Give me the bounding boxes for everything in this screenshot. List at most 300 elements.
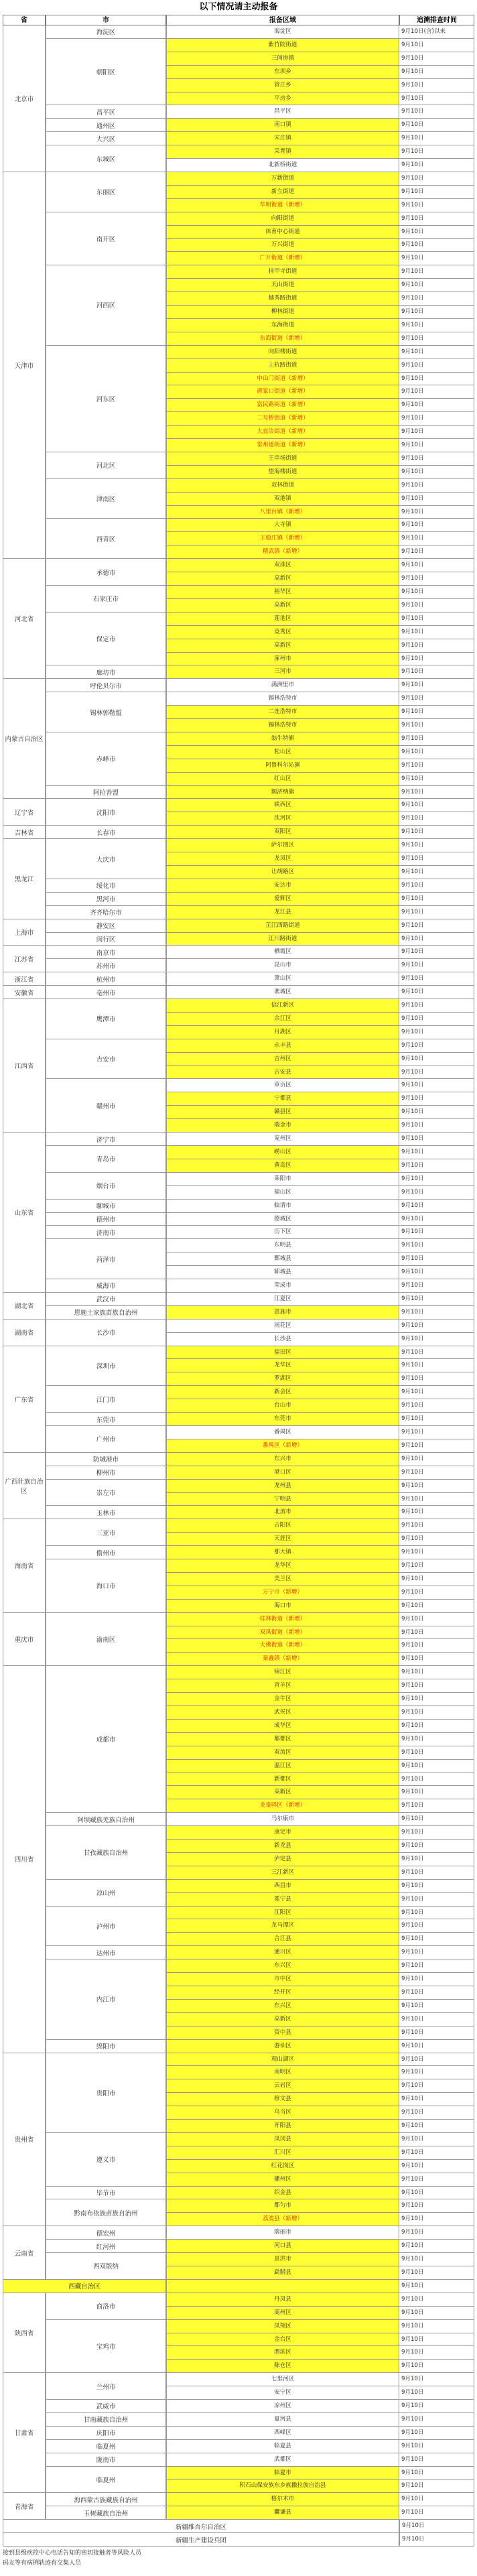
time-cell: 9月10日 xyxy=(399,986,474,999)
area-cell: 双林街道 xyxy=(166,479,399,493)
area-cell: 二连浩特市 xyxy=(166,706,399,719)
time-cell: 9月10日 xyxy=(399,493,474,506)
time-cell: 9月10日 xyxy=(399,2106,474,2120)
city-cell: 泸州市 xyxy=(46,1907,166,1947)
area-cell: 平房乡 xyxy=(166,92,399,106)
area-cell: 临夏市 xyxy=(166,2467,399,2480)
time-cell: 9月10日 xyxy=(399,399,474,412)
time-cell: 9月10日 xyxy=(399,145,474,159)
area-cell: 东坝乡 xyxy=(166,66,399,79)
tail-region-cell: 新疆生产建设兵团 xyxy=(3,2533,399,2547)
province-cell: 黑龙江 xyxy=(3,839,46,919)
time-cell: 9月10日 xyxy=(399,2199,474,2213)
header-area: 报备区域 xyxy=(166,15,399,25)
time-cell: 9月10日 xyxy=(399,1866,474,1880)
city-cell: 儋州市 xyxy=(46,1546,166,1559)
time-cell: 9月10日 xyxy=(399,2427,474,2440)
area-cell: 大直沽街道（新增） xyxy=(166,426,399,439)
area-cell: 观山湖区 xyxy=(166,2053,399,2067)
time-cell: 9月10日 xyxy=(399,1933,474,1946)
area-cell: 吉州区 xyxy=(166,1053,399,1066)
city-cell: 菏泽市 xyxy=(46,1239,166,1279)
time-cell: 9月10日 xyxy=(399,1239,474,1252)
area-cell: 龙华区 xyxy=(166,1359,399,1372)
time-cell: 9月10日 xyxy=(399,279,474,292)
time-cell: 9月10日 xyxy=(399,2120,474,2133)
time-cell: 9月10日 xyxy=(399,639,474,653)
time-cell: 9月10日 xyxy=(399,2266,474,2280)
time-cell: 9月10日 xyxy=(399,1813,474,1826)
area-cell: 马尔康市 xyxy=(166,1813,399,1826)
area-cell: 凉州区 xyxy=(166,2400,399,2413)
time-cell: 9月10日 xyxy=(399,52,474,66)
time-cell: 9月10日 xyxy=(399,545,474,559)
area-cell: 格尔木市 xyxy=(166,2493,399,2506)
time-cell: 9月10日 xyxy=(399,906,474,919)
area-cell: 阿鲁科尔沁旗 xyxy=(166,759,399,773)
time-cell: 9月10日 xyxy=(399,692,474,706)
area-cell: 武都区 xyxy=(166,2453,399,2467)
time-cell: 9月10日 xyxy=(399,1986,474,2000)
area-cell: 市中区 xyxy=(166,1973,399,1986)
time-cell: 9月10日 xyxy=(399,2213,474,2226)
time-cell: 9月10日 xyxy=(399,1306,474,1319)
time-cell: 9月10日 xyxy=(399,359,474,373)
time-cell: 9月10日 xyxy=(399,172,474,186)
time-cell: 9月10日 xyxy=(399,799,474,812)
time-cell: 9月10日 xyxy=(399,852,474,866)
time-cell: 9月10日 xyxy=(399,1480,474,1493)
time-cell: 9月10日 xyxy=(399,2293,474,2307)
area-cell: 海淀区 xyxy=(166,25,399,39)
area-cell: 资中县 xyxy=(166,2026,399,2040)
city-cell: 聊城市 xyxy=(46,1200,166,1213)
city-cell: 柳州市 xyxy=(46,1466,166,1480)
province-cell: 湖北省 xyxy=(3,1293,46,1319)
area-cell: 紫竹院街道 xyxy=(166,39,399,52)
area-cell: 郓城县 xyxy=(166,1266,399,1279)
area-cell: 江夏区 xyxy=(166,1293,399,1306)
city-cell: 鹰潭市 xyxy=(46,999,166,1039)
area-cell: 八里台镇（新增） xyxy=(166,506,399,519)
area-cell: 东兴区 xyxy=(166,1959,399,1973)
time-cell: 9月10日 xyxy=(399,1039,474,1053)
time-cell: 9月10日 xyxy=(399,1213,474,1226)
time-cell: 9月10日 xyxy=(399,2506,474,2520)
city-cell: 达州市 xyxy=(46,1946,166,1959)
area-cell: 高新区 xyxy=(166,572,399,586)
area-cell: 天山街道 xyxy=(166,279,399,292)
area-cell: 康定市 xyxy=(166,1826,399,1840)
city-cell: 恩施土家族苗族自治州 xyxy=(46,1306,166,1319)
time-cell: 9月10日 xyxy=(399,999,474,1013)
area-cell: 挂甲寺街道 xyxy=(166,265,399,279)
city-cell: 闵行区 xyxy=(46,933,166,946)
time-cell: 9月10日 xyxy=(399,439,474,452)
city-cell: 赤峰市 xyxy=(46,732,166,786)
area-cell: 唐家口街道（新增） xyxy=(166,385,399,399)
area-cell: 夏河县 xyxy=(166,2413,399,2427)
area-cell: 德城区 xyxy=(166,1213,399,1226)
area-cell: 三间房镇 xyxy=(166,52,399,66)
area-cell: 历下区 xyxy=(166,1226,399,1239)
area-cell: 龙泉驿区（新增） xyxy=(166,1799,399,1813)
area-cell: 昌平区 xyxy=(166,105,399,119)
time-cell: 9月10日 xyxy=(399,2520,474,2533)
area-cell: 大佛街道（新增） xyxy=(166,1639,399,1653)
area-cell: 织金县 xyxy=(166,2187,399,2200)
time-cell: 9月10日 xyxy=(399,2453,474,2467)
time-cell: 9月10日 xyxy=(399,759,474,773)
city-cell: 津南区 xyxy=(46,479,166,519)
area-cell: 章贡区 xyxy=(166,1079,399,1092)
city-cell: 甘孜藏族自治州 xyxy=(46,1826,166,1880)
area-cell: 双滦区 xyxy=(166,559,399,572)
time-cell: 9月10日 xyxy=(399,239,474,252)
area-cell: 崂山区 xyxy=(166,1146,399,1159)
area-cell: 双阳区 xyxy=(166,826,399,839)
area-cell: 华明街道（新增） xyxy=(166,199,399,212)
time-cell: 9月10日 xyxy=(399,479,474,493)
area-cell: 成华区 xyxy=(166,1720,399,1733)
time-cell: 9月10日 xyxy=(399,1666,474,1679)
time-cell: 9月10日 xyxy=(399,1760,474,1773)
province-cell: 辽宁省 xyxy=(3,799,46,826)
time-cell: 9月10日 xyxy=(399,2307,474,2320)
time-cell: 9月10日 xyxy=(399,1226,474,1239)
time-cell: 9月10日 xyxy=(399,2333,474,2347)
province-cell: 吉林省 xyxy=(3,826,46,839)
time-cell: 9月10日 xyxy=(399,2480,474,2493)
area-cell: 港口区 xyxy=(166,1466,399,1480)
area-cell: 竞秀区 xyxy=(166,626,399,639)
area-cell: 陈仓区 xyxy=(166,2360,399,2373)
area-cell: 南明区 xyxy=(166,2066,399,2079)
city-cell: 德宏州 xyxy=(46,2226,166,2240)
area-cell: 东明县 xyxy=(166,1239,399,1252)
area-cell: 合江县 xyxy=(166,1933,399,1946)
area-cell: 泸定县 xyxy=(166,1853,399,1866)
time-cell: 9月10日 xyxy=(399,532,474,545)
city-cell: 青岛市 xyxy=(46,1146,166,1173)
time-cell: 9月10日 xyxy=(399,2400,474,2413)
area-cell xyxy=(166,2280,399,2293)
area-cell: 武侯区 xyxy=(166,1706,399,1720)
city-cell: 河北区 xyxy=(46,452,166,479)
time-cell: 9月10日 xyxy=(399,665,474,679)
city-cell: 大庆市 xyxy=(46,839,166,879)
time-cell: 9月10日 xyxy=(399,1626,474,1640)
area-cell: 广开街道（新增） xyxy=(166,252,399,265)
area-cell: 临夏县 xyxy=(166,2440,399,2453)
area-cell: 商州区 xyxy=(166,2307,399,2320)
time-cell: 9月10日 xyxy=(399,1200,474,1213)
time-cell: 9月10日 xyxy=(399,1773,474,1787)
area-cell: 越秀路街道 xyxy=(166,292,399,306)
time-cell: 9月10日 xyxy=(399,1333,474,1346)
city-cell: 西青区 xyxy=(46,519,166,559)
time-cell: 9月10日 xyxy=(399,1826,474,1840)
area-cell: 东海街道 xyxy=(166,319,399,332)
area-cell: 余江区 xyxy=(166,1013,399,1026)
time-cell: 9月10日 xyxy=(399,2346,474,2360)
province-cell: 四川省 xyxy=(3,1666,46,2053)
city-cell: 贵阳市 xyxy=(46,2053,166,2133)
province-cell: 江苏省 xyxy=(3,946,46,972)
time-cell: 9月10日 xyxy=(399,1399,474,1413)
area-cell: 双港镇 xyxy=(166,493,399,506)
province-cell: 湖南省 xyxy=(3,1319,46,1346)
area-cell: 冕宁县 xyxy=(166,1893,399,1907)
area-cell: 秦鑫镇（新增） xyxy=(166,1653,399,1666)
time-cell: 9月10日 xyxy=(399,2133,474,2146)
area-cell: 东兴市 xyxy=(166,1453,399,1466)
area-cell: 信江新区 xyxy=(166,999,399,1013)
time-cell: 9月10日 xyxy=(399,319,474,332)
city-cell: 通州区 xyxy=(46,119,166,132)
area-cell: 向阳楼街道 xyxy=(166,346,399,359)
city-cell: 阿坝藏族羌族自治州 xyxy=(46,1813,166,1826)
city-cell: 深圳市 xyxy=(46,1346,166,1387)
area-cell: 那大镇 xyxy=(166,1546,399,1559)
time-cell: 9月10日 xyxy=(399,1359,474,1372)
city-cell: 甘南藏族自治州 xyxy=(46,2413,166,2427)
area-cell: 北新桥街道 xyxy=(166,159,399,172)
area-cell: 龙马潭区 xyxy=(166,1919,399,1933)
city-cell: 河西区 xyxy=(46,265,166,345)
province-cell: 河北省 xyxy=(3,559,46,679)
city-cell: 崇左市 xyxy=(46,1480,166,1506)
city-cell: 阿拉善盟 xyxy=(46,786,166,799)
area-cell: 番禺区（新增） xyxy=(166,1439,399,1453)
time-cell: 9月10日 xyxy=(399,1493,474,1506)
time-cell: 9月10日 xyxy=(399,519,474,532)
time-cell: 9月10日 xyxy=(399,66,474,79)
region-cell: 西藏自治区 xyxy=(3,2280,166,2293)
time-cell: 9月10日 xyxy=(399,2093,474,2106)
area-cell: 谯城区 xyxy=(166,986,399,999)
area-cell: 宁明县 xyxy=(166,1493,399,1506)
footnote-line: 码友等有病例轨迹有交集人员 xyxy=(3,2560,82,2567)
area-cell: 昆山市 xyxy=(166,959,399,972)
area-cell: 凤翔区 xyxy=(166,2320,399,2333)
time-cell: 9月10日 xyxy=(399,933,474,946)
footnote-line: 接到县级疾控中心电话告知的密切接触者等风险人员 xyxy=(3,2550,142,2557)
time-cell: 9月10日 xyxy=(399,1079,474,1092)
time-cell: 9月10日 xyxy=(399,2373,474,2386)
area-cell: 铁西区 xyxy=(166,799,399,812)
province-cell: 江西省 xyxy=(3,999,46,1133)
time-cell: 9月10日 xyxy=(399,1546,474,1559)
area-cell: 长沙县 xyxy=(166,1333,399,1346)
city-cell: 防城港市 xyxy=(46,1453,166,1466)
area-cell: 中山门街道（新增） xyxy=(166,373,399,386)
city-cell: 庆阳市 xyxy=(46,2427,166,2440)
time-cell: 9月10日 xyxy=(399,746,474,759)
time-cell: 9月10日 xyxy=(399,1159,474,1173)
header-time: 追溯排查时间 xyxy=(399,15,474,25)
area-cell: 永丰县 xyxy=(166,1039,399,1053)
time-cell: 9月10日 xyxy=(399,1893,474,1907)
time-cell: 9月10日 xyxy=(399,1106,474,1119)
area-cell: 让胡路区 xyxy=(166,866,399,879)
time-cell: 9月10日 xyxy=(399,2386,474,2400)
time-cell: 9月10日 xyxy=(399,1279,474,1293)
city-cell: 商洛市 xyxy=(46,2293,166,2320)
city-cell: 亳州市 xyxy=(46,986,166,999)
tail-region-cell: 新疆维吾尔自治区 xyxy=(3,2520,399,2533)
time-cell: 9月10日 xyxy=(399,586,474,599)
time-cell: 9月10日 xyxy=(399,412,474,426)
city-cell: 杭州市 xyxy=(46,972,166,986)
time-cell: 9月10日 xyxy=(399,346,474,359)
area-cell: 爱辉区 xyxy=(166,893,399,906)
time-cell: 9月10日 xyxy=(399,1919,474,1933)
area-cell: 红山区 xyxy=(166,773,399,786)
time-cell: 9月10日 xyxy=(399,306,474,319)
area-cell: 兖州区 xyxy=(166,1133,399,1146)
area-cell: 双凤街道（新增） xyxy=(166,1626,399,1640)
city-cell: 成都市 xyxy=(46,1666,166,1813)
province-cell: 甘肃省 xyxy=(3,2373,46,2493)
time-cell: 9月10日 xyxy=(399,1346,474,1360)
time-cell: 9月10日 xyxy=(399,132,474,145)
area-cell: 沈河区 xyxy=(166,812,399,826)
area-cell: 都匀市 xyxy=(166,2199,399,2213)
area-cell: 安达市 xyxy=(166,879,399,893)
area-cell: 额济纳旗 xyxy=(166,786,399,799)
time-cell: 9月10日 xyxy=(399,1173,474,1186)
area-cell: 常州道街道（新增） xyxy=(166,439,399,452)
area-cell: 七里河区 xyxy=(166,2373,399,2386)
city-cell: 黑河市 xyxy=(46,893,166,906)
province-cell: 重庆市 xyxy=(3,1613,46,1667)
time-cell: 9月10日 xyxy=(399,1946,474,1959)
city-cell: 武汉市 xyxy=(46,1293,166,1306)
area-cell: 大寺镇 xyxy=(166,519,399,532)
area-cell: 云岩区 xyxy=(166,2079,399,2093)
time-cell: 9月10日 xyxy=(399,1026,474,1039)
time-cell: 9月10日 xyxy=(399,1613,474,1626)
time-cell: 9月10日 xyxy=(399,1586,474,1600)
area-cell: 番禺区 xyxy=(166,1426,399,1439)
time-cell: 9月10日 xyxy=(399,1959,474,1973)
time-cell: 9月10日 xyxy=(399,866,474,879)
time-cell: 9月10日 xyxy=(399,373,474,386)
time-cell: 9月10日 xyxy=(399,2413,474,2427)
city-cell: 遵义市 xyxy=(46,2133,166,2187)
time-cell: 9月10日 xyxy=(399,559,474,572)
area-cell: 涿州市 xyxy=(166,653,399,666)
time-cell: 9月10日 xyxy=(399,2440,474,2453)
city-cell: 济南市 xyxy=(46,1226,166,1239)
time-cell: 9月10日 xyxy=(399,946,474,959)
time-cell: 9月10日 xyxy=(399,786,474,799)
time-cell: 9月10日 xyxy=(399,1372,474,1386)
province-cell: 天津市 xyxy=(3,172,46,559)
province-cell: 北京市 xyxy=(3,25,46,172)
time-cell: 9月10日 xyxy=(399,159,474,172)
time-cell: 9月10日 xyxy=(399,39,474,52)
time-cell: 9月10日 xyxy=(399,1786,474,1799)
city-cell: 石家庄市 xyxy=(46,586,166,613)
time-cell: 9月10日 xyxy=(399,1880,474,1893)
area-cell: 郫都区 xyxy=(166,1733,399,1746)
time-cell: 9月10日 xyxy=(399,1319,474,1333)
area-cell: 锦江区 xyxy=(166,1666,399,1679)
province-cell: 安徽省 xyxy=(3,986,46,999)
area-cell: 温江区 xyxy=(166,1760,399,1773)
area-cell: 高新区 xyxy=(166,2013,399,2026)
area-cell: 渭滨区 xyxy=(166,2346,399,2360)
city-cell: 吉安市 xyxy=(46,1039,166,1080)
city-cell: 绵阳市 xyxy=(46,2040,166,2053)
time-cell: 9月10日 xyxy=(399,1733,474,1746)
province-cell: 贵州省 xyxy=(3,2053,46,2227)
time-cell: 9月10日 xyxy=(399,2013,474,2026)
city-cell: 海淀区 xyxy=(46,25,166,39)
area-cell: 福山区 xyxy=(166,1186,399,1200)
area-cell: 红花岗区 xyxy=(166,2160,399,2173)
time-cell: 9月10日 xyxy=(399,385,474,399)
time-cell: 9月10日 xyxy=(399,1600,474,1613)
area-cell: 青羊区 xyxy=(166,1679,399,1693)
province-cell: 广东省 xyxy=(3,1346,46,1453)
city-cell: 静安区 xyxy=(46,919,166,933)
time-cell: 9月10日 xyxy=(399,1413,474,1426)
time-cell: 9月10日 xyxy=(399,919,474,933)
time-cell: 9月10日 xyxy=(399,1907,474,1920)
time-cell: 9月10日 xyxy=(399,706,474,719)
area-cell: 荔波县（新增） xyxy=(166,2213,399,2226)
time-cell: 9月10日 xyxy=(399,1133,474,1146)
header-province: 省 xyxy=(3,15,46,25)
area-cell: 宁都县 xyxy=(166,1092,399,1106)
time-cell: 9月10日 xyxy=(399,732,474,746)
area-cell: 龙凤区 xyxy=(166,852,399,866)
time-cell: 9月10日 xyxy=(399,1439,474,1453)
area-cell: 富民路街道（新增） xyxy=(166,399,399,412)
time-cell: 9月10日 xyxy=(399,2040,474,2053)
time-cell: 9月10日 xyxy=(399,2240,474,2253)
time-cell: 9月10日 xyxy=(399,1066,474,1080)
area-cell: 新都区 xyxy=(166,1773,399,1787)
area-cell: 高新区 xyxy=(166,1786,399,1799)
time-cell: 9月10日 xyxy=(399,2079,474,2093)
time-cell: 9月10日 xyxy=(399,826,474,839)
city-cell: 兰州市 xyxy=(46,2373,166,2400)
province-cell: 山东省 xyxy=(3,1133,46,1293)
area-cell: 吉阳区 xyxy=(166,1519,399,1533)
city-cell: 锡林郭勒盟 xyxy=(46,692,166,732)
city-cell: 东莞市 xyxy=(46,1413,166,1426)
time-cell: 9月10日 xyxy=(399,452,474,466)
area-cell: 西昌市 xyxy=(166,1880,399,1893)
time-cell: 9月10日 xyxy=(399,599,474,613)
time-cell: 9月10日 xyxy=(399,1252,474,1266)
area-cell: 双流区 xyxy=(166,1746,399,1760)
time-cell: 9月10日 xyxy=(399,1559,474,1573)
time-cell: 9月10日 xyxy=(399,119,474,132)
area-cell: 采育镇 xyxy=(166,145,399,159)
time-cell: 9月10日 xyxy=(399,719,474,732)
time-cell: 9月10日 xyxy=(399,679,474,692)
area-cell: 莱阳市 xyxy=(166,1173,399,1186)
city-cell: 武威市 xyxy=(46,2400,166,2413)
area-cell: 东莞市 xyxy=(166,1413,399,1426)
area-cell: 通川区 xyxy=(166,1946,399,1959)
area-cell: 月湖区 xyxy=(166,1026,399,1039)
